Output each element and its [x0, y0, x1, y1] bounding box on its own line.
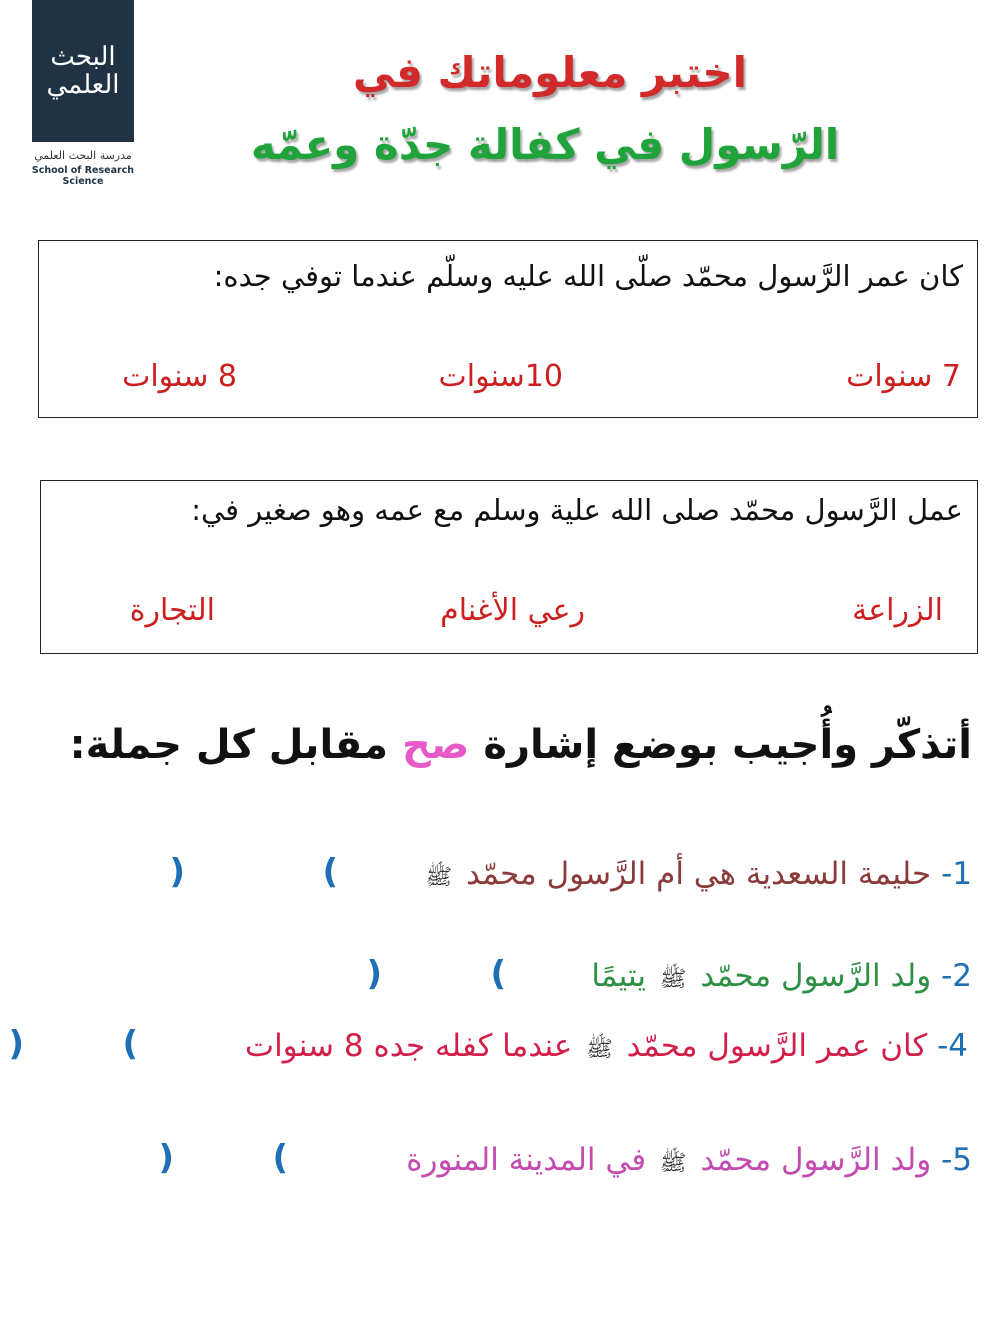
statement-4-paren-open: (	[122, 1024, 138, 1064]
statement-2-paren-close: )	[366, 954, 382, 994]
question-1-option-b[interactable]: 10سنوات	[438, 359, 563, 394]
pbuh-calligraphy-icon: ﷺ	[425, 865, 453, 890]
statement-5-paren-open: (	[272, 1138, 288, 1178]
instruction-after: مقابل كل جملة:	[69, 722, 389, 768]
statement-1-paren-close: )	[169, 852, 185, 892]
question-box-2	[40, 480, 978, 654]
statement-4-text-before: كان عمر الرَّسول محمّد	[626, 1028, 928, 1064]
question-box-1	[38, 240, 978, 418]
statement-4	[245, 1028, 968, 1067]
statement-5-text-before: ولد الرَّسول محمّد	[700, 1142, 932, 1178]
school-logo	[32, 0, 134, 142]
school-name-english: School of Research Science	[31, 165, 135, 187]
question-2-option-b[interactable]: رعي الأغنام	[440, 593, 585, 628]
instruction-highlight: صح	[401, 722, 470, 768]
page-title-line-2: الرّسول في كفالة جدّة وعمّه	[250, 120, 840, 169]
question-1-option-a[interactable]: 7 سنوات	[846, 359, 961, 394]
question-2-option-a[interactable]: الزراعة	[852, 593, 943, 628]
statement-2-text-after: يتيمًا	[591, 958, 647, 994]
statement-4-paren-close: )	[8, 1024, 24, 1064]
instruction-before: أتذكّر وأُجيب بوضع إشارة	[483, 722, 972, 768]
statement-1-number: 1-	[941, 856, 972, 892]
question-1-text: كان عمر الرَّسول محمّد صلّى الله عليه وسلّم عندما توفي جده:	[213, 259, 963, 293]
statement-5-number: 5-	[941, 1142, 972, 1178]
statement-5-text-after: في المدينة المنورة	[406, 1142, 647, 1178]
pbuh-calligraphy-icon: ﷺ	[659, 1151, 687, 1176]
statement-4-text-after: عندما كفله جده 8 سنوات	[244, 1028, 573, 1064]
statement-2-number: 2-	[941, 958, 972, 994]
statement-5	[406, 1142, 972, 1181]
question-2-option-c[interactable]: التجارة	[129, 593, 215, 628]
pbuh-calligraphy-icon: ﷺ	[659, 967, 687, 992]
pbuh-calligraphy-icon: ﷺ	[586, 1037, 613, 1062]
section-instruction	[12, 722, 972, 768]
school-name-arabic: مدرسة البحث العلمي	[34, 149, 132, 162]
page-title-line-1: اختبر معلوماتك في	[352, 48, 748, 97]
statement-4-number: 4-	[937, 1028, 968, 1064]
statement-5-paren-close: )	[158, 1138, 174, 1178]
statement-2-paren-open: (	[490, 954, 506, 994]
question-2-text: عمل الرَّسول محمّد صلى الله علية وسلم مع عمه وهو صغير في:	[191, 493, 963, 527]
statement-2-text-before: ولد الرَّسول محمّد	[700, 958, 932, 994]
statement-1-paren-open: (	[322, 852, 338, 892]
statement-2	[591, 958, 972, 997]
statement-1	[422, 856, 972, 895]
question-1-option-c[interactable]: 8 سنوات	[122, 359, 237, 394]
statement-1-text: حليمة السعدية هي أم الرَّسول محمّد	[465, 856, 932, 892]
logo-calligraphy: البحث العلمي	[46, 42, 120, 100]
